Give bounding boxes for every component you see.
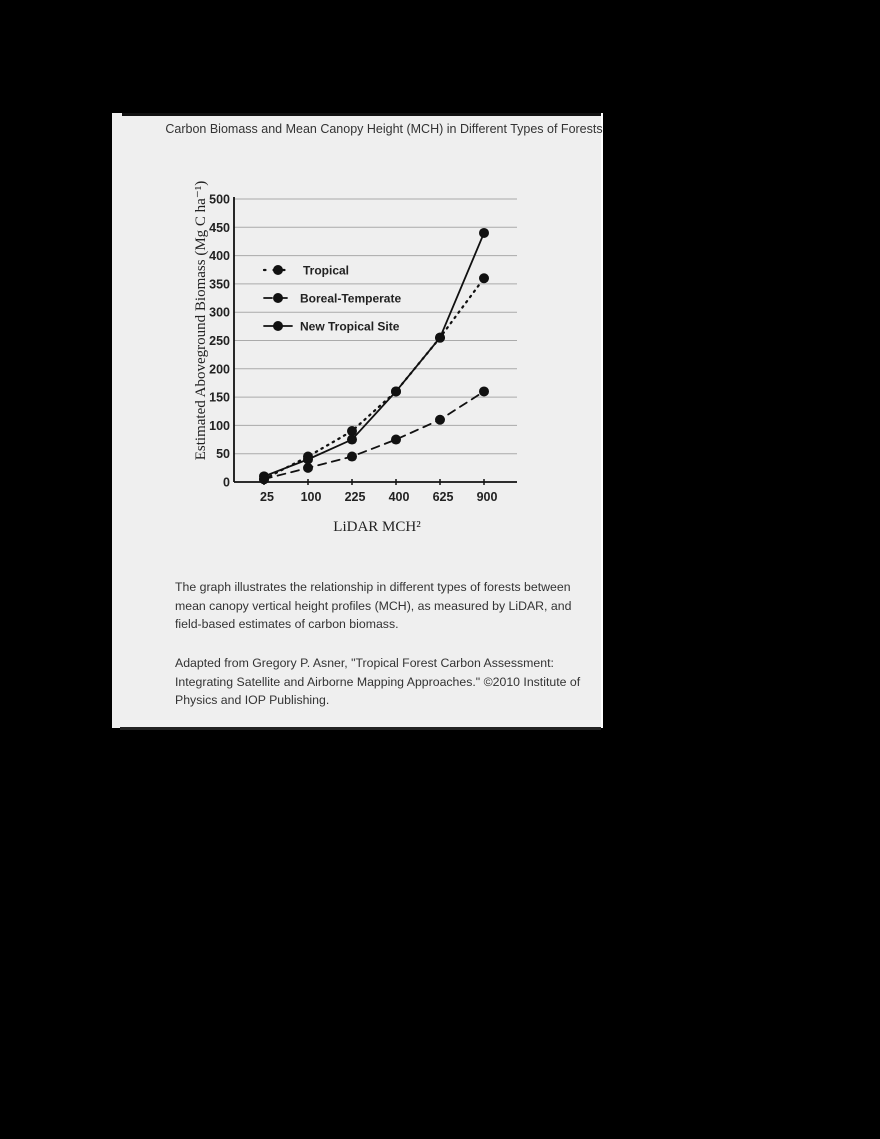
figure-credit: Adapted from Gregory P. Asner, "Tropical Forest Carbon Assessment: Integrating Satellite and Airborne Mapping Approaches." ©2010 Institute of Physics and IOP Publishing. <box>175 656 581 707</box>
legend-marker-icon <box>273 265 283 275</box>
legend <box>264 264 401 334</box>
data-point <box>391 435 401 445</box>
data-point <box>303 454 313 464</box>
legend-label: New Tropical Site <box>300 319 400 334</box>
y-tick-label: 50 <box>216 447 230 462</box>
data-point <box>347 452 357 462</box>
y-tick-label: 350 <box>209 277 230 292</box>
y-tick-label: 200 <box>209 362 230 377</box>
legend-marker-icon <box>273 293 283 303</box>
y-tick-label: 0 <box>223 475 230 490</box>
data-point <box>391 386 401 396</box>
data-point <box>435 333 445 343</box>
y-tick-label: 250 <box>209 334 230 348</box>
legend-label: Tropical <box>303 263 350 278</box>
x-tick-label: 225 <box>344 490 366 504</box>
x-tick-label: 100 <box>300 490 322 504</box>
legend-marker-icon <box>273 321 283 331</box>
y-tick-label: 400 <box>209 249 230 264</box>
y-tick-label: 300 <box>209 305 230 320</box>
data-point <box>479 228 489 238</box>
figure-description: The graph illustrates the relationship in different types of forests between mean canopy vertical height profiles (MCH), as measured by LiDAR, and field-based estimates of carbon biomass. <box>175 580 572 631</box>
y-axis-title: Estimated Aboveground Biomass (Mg C ha⁻¹) <box>193 180 209 461</box>
x-tick-label: 25 <box>260 490 274 504</box>
data-point <box>347 435 357 445</box>
x-axis-title: LiDAR MCH² <box>333 519 421 535</box>
x-tick-label: 400 <box>388 490 410 504</box>
series-line-tropical <box>264 278 484 479</box>
data-point <box>479 386 489 396</box>
chart-title: Carbon Biomass and Mean Canopy Height (MCH) in Different Types of Forests <box>165 122 603 136</box>
y-tick-label: 450 <box>209 220 230 235</box>
data-point <box>259 471 269 481</box>
y-tick-label: 150 <box>209 390 230 405</box>
line-chart <box>112 113 603 563</box>
x-tick-label: 900 <box>476 490 498 504</box>
series-line-boreal-temperate <box>264 391 484 479</box>
series-line-new-tropical-site <box>264 233 484 476</box>
figure-panel <box>112 113 603 728</box>
y-tick-label: 500 <box>209 192 230 207</box>
x-tick-label: 625 <box>432 490 454 504</box>
panel-bottom-border <box>120 727 601 730</box>
data-point <box>479 273 489 283</box>
y-tick-label: 100 <box>209 418 230 433</box>
legend-label: Boreal-Temperate <box>300 291 402 306</box>
data-point <box>435 415 445 425</box>
